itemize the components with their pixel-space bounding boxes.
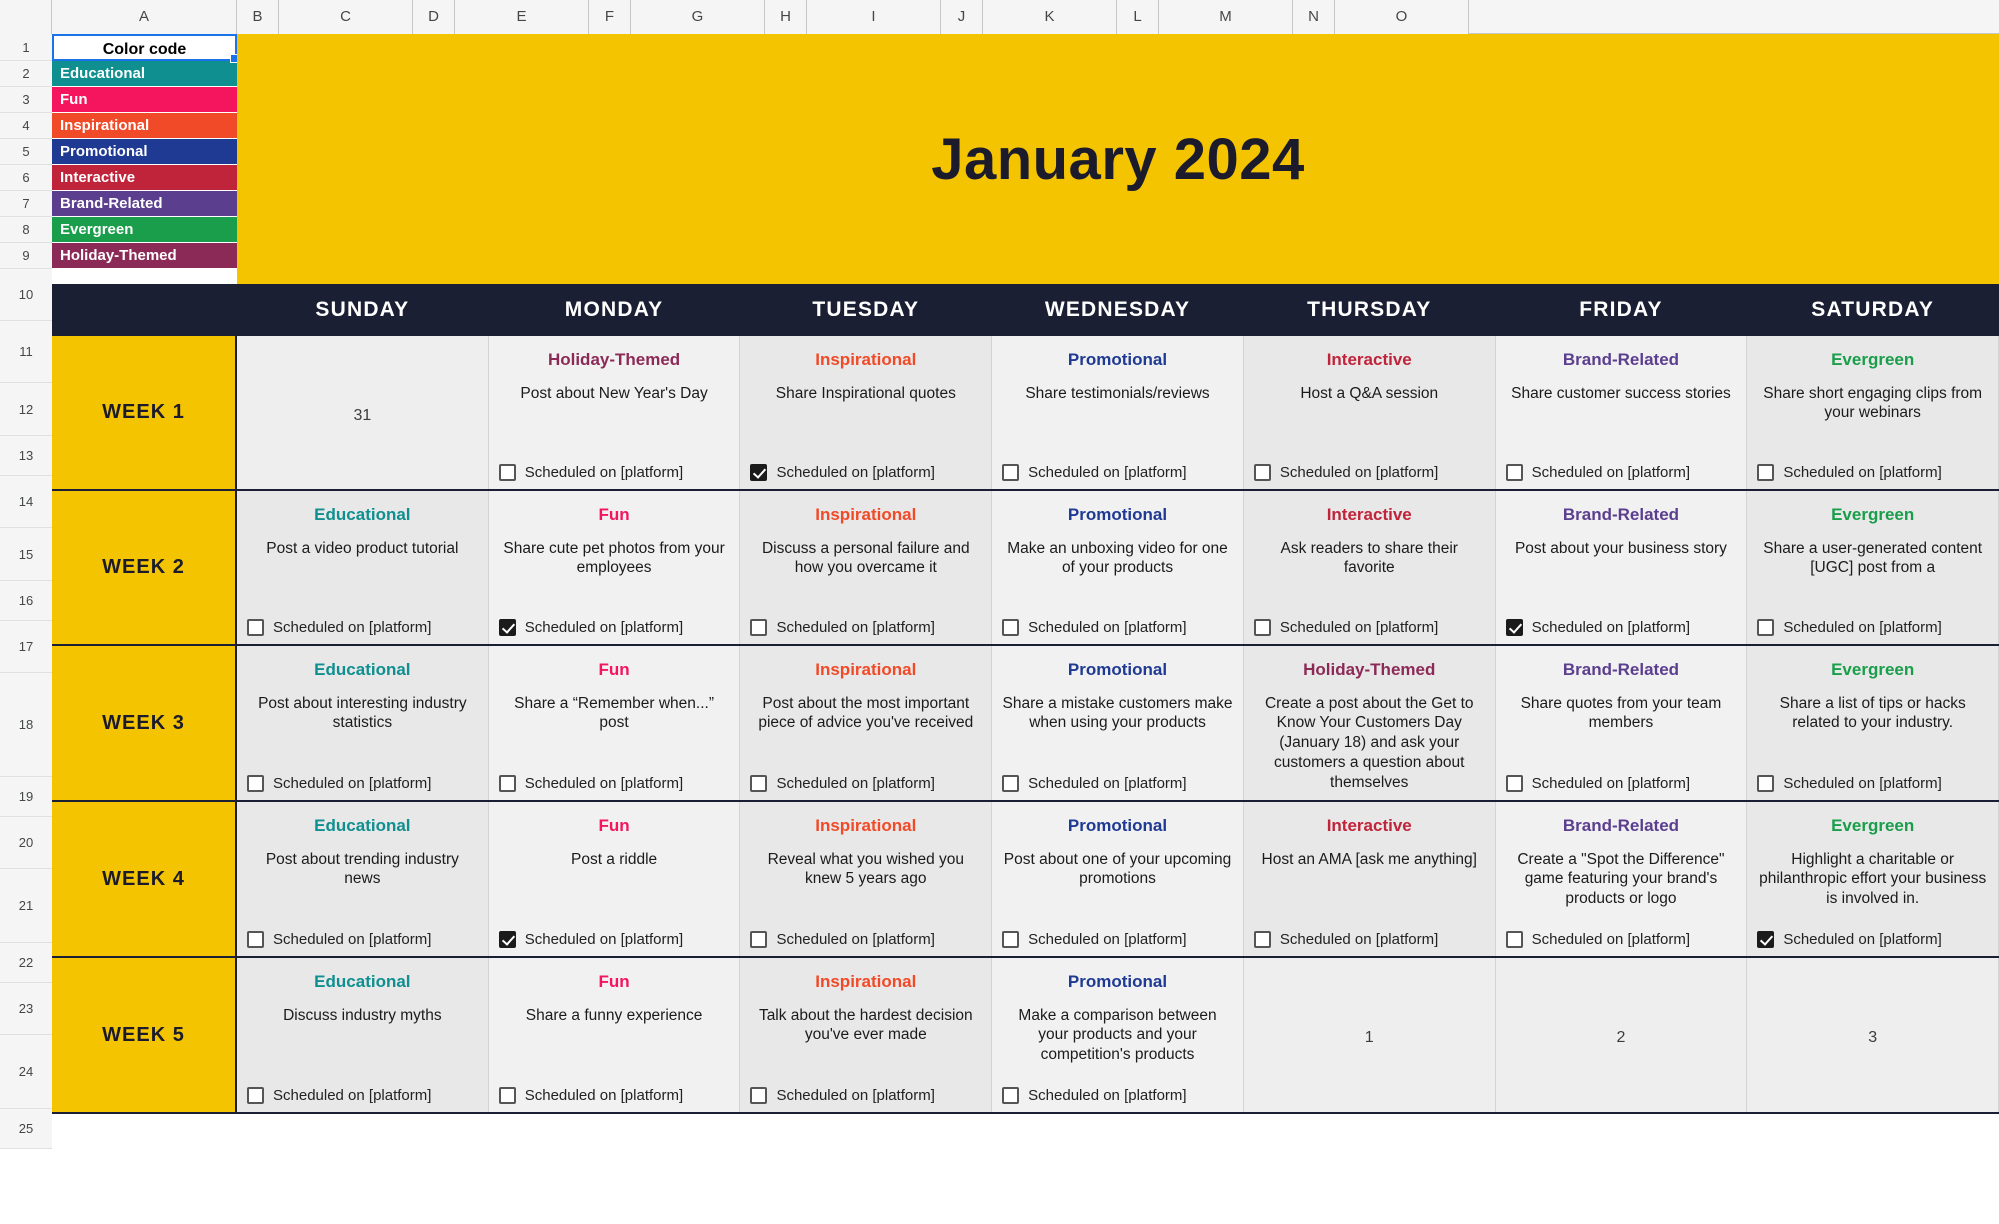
post-category-label: Promotional <box>1067 816 1168 835</box>
post-category-label: Interactive <box>1326 505 1412 524</box>
scheduled-checkbox[interactable] <box>1506 775 1523 792</box>
scheduled-label: Scheduled on [platform] <box>1279 464 1439 481</box>
scheduled-checkbox[interactable] <box>499 775 516 792</box>
calendar-day-cell[interactable] <box>740 802 992 956</box>
row-header-17[interactable]: 17 <box>0 621 52 673</box>
calendar-day-cell[interactable] <box>1496 491 1748 644</box>
row-header-4[interactable]: 4 <box>0 113 52 139</box>
legend-item-fun[interactable]: Fun <box>52 87 237 113</box>
color-code-legend <box>52 34 237 269</box>
column-header-b[interactable]: B <box>237 0 279 34</box>
post-description: Discuss industry myths <box>283 1006 442 1024</box>
legend-item-holiday-themed[interactable]: Holiday-Themed <box>52 243 237 269</box>
scheduled-label: Scheduled on [platform] <box>776 931 935 948</box>
post-category-label: Fun <box>598 972 630 991</box>
post-description: Share quotes from your team members <box>1520 694 1722 732</box>
column-header-l[interactable]: L <box>1117 0 1159 34</box>
post-category-label: Holiday-Themed <box>547 350 681 369</box>
row-header-22[interactable]: 22 <box>0 943 52 983</box>
post-description: Share a user-generated content [UGC] post from a <box>1763 539 1983 577</box>
post-category-label: Fun <box>598 816 630 835</box>
post-description: Ask readers to share their favorite <box>1280 539 1458 577</box>
calendar-day-cell[interactable] <box>489 491 741 644</box>
column-header-a[interactable]: A <box>52 0 237 34</box>
scheduled-label: Scheduled on [platform] <box>1783 775 1942 792</box>
scheduled-checkbox[interactable] <box>1002 464 1019 481</box>
scheduled-label: Scheduled on [platform] <box>1279 619 1439 636</box>
column-header-m[interactable]: M <box>1159 0 1293 34</box>
post-category-label: Brand-Related <box>1562 816 1680 835</box>
calendar-day-cell[interactable] <box>237 802 489 956</box>
scheduled-label: Scheduled on [platform] <box>1531 775 1691 792</box>
column-header-d[interactable]: D <box>413 0 455 34</box>
weekday-friday: FRIDAY <box>1496 284 1748 336</box>
scheduled-row <box>1002 931 1233 948</box>
post-category-label: Evergreen <box>1831 350 1915 369</box>
post-description: Share short engaging clips from your webinars <box>1763 384 1983 422</box>
post-description: Make a comparison between your products and your competition's products <box>1018 1006 1217 1064</box>
calendar-day-cell[interactable] <box>1244 802 1496 956</box>
calendar-day-cell[interactable] <box>1747 491 1999 644</box>
column-header-i[interactable]: I <box>807 0 941 34</box>
scheduled-checkbox[interactable] <box>1254 464 1271 481</box>
scheduled-checkbox[interactable] <box>1757 775 1774 792</box>
calendar-day-cell[interactable] <box>992 336 1244 489</box>
scheduled-row <box>247 1087 478 1104</box>
calendar-day-cell[interactable] <box>237 646 489 800</box>
scheduled-row <box>1002 464 1233 481</box>
scheduled-label: Scheduled on [platform] <box>273 619 432 636</box>
post-description: Post about New Year's Day <box>520 384 708 402</box>
month-title-banner <box>237 34 1999 284</box>
row-header-6[interactable]: 6 <box>0 165 52 191</box>
calendar-day-cell[interactable] <box>740 646 992 800</box>
calendar-day-cell[interactable] <box>1496 646 1748 800</box>
row-header-column[interactable] <box>0 34 52 1149</box>
post-category-label: Inspirational <box>815 972 917 991</box>
legend-item-interactive[interactable]: Interactive <box>52 165 237 191</box>
scheduled-checkbox[interactable] <box>499 931 516 948</box>
scheduled-checkbox[interactable] <box>1506 619 1523 636</box>
week-label: WEEK 1 <box>52 336 237 489</box>
week-label: WEEK 3 <box>52 646 237 800</box>
day-number: 2 <box>1616 1029 1626 1046</box>
scheduled-label: Scheduled on [platform] <box>1028 931 1187 948</box>
scheduled-checkbox[interactable] <box>1002 1087 1019 1104</box>
post-description: Share a mistake customers make when using your products <box>1002 694 1233 732</box>
row-header-20[interactable]: 20 <box>0 817 52 869</box>
scheduled-checkbox[interactable] <box>499 1087 516 1104</box>
post-description: Share a funny experience <box>525 1006 703 1024</box>
post-description: Discuss a personal failure and how you overcame it <box>761 539 970 577</box>
column-header-f[interactable]: F <box>589 0 631 34</box>
calendar-day-cell[interactable] <box>1747 802 1999 956</box>
scheduled-checkbox[interactable] <box>499 619 516 636</box>
row-header-13[interactable]: 13 <box>0 436 52 476</box>
calendar-day-cell[interactable] <box>1747 646 1999 800</box>
post-category-label: Brand-Related <box>1562 350 1680 369</box>
post-description: Highlight a charitable or philanthropic effort your business is involved in. <box>1759 850 1987 908</box>
scheduled-row <box>1002 619 1233 636</box>
post-description: Create a "Spot the Difference" game featuring your brand's products or logo <box>1517 850 1725 908</box>
scheduled-label: Scheduled on [platform] <box>524 619 684 636</box>
scheduled-row <box>1254 931 1485 948</box>
row-header-1[interactable]: 1 <box>0 34 52 61</box>
scheduled-checkbox[interactable] <box>1506 931 1523 948</box>
column-header-e[interactable]: E <box>455 0 589 34</box>
week-row <box>52 491 1999 646</box>
post-description: Post about interesting industry statistics <box>258 694 467 732</box>
post-description: Post a riddle <box>570 850 658 868</box>
scheduled-label: Scheduled on [platform] <box>1783 464 1942 481</box>
scheduled-row <box>1757 464 1988 481</box>
row-header-10[interactable]: 10 <box>0 269 52 321</box>
post-category-label: Inspirational <box>815 350 917 369</box>
scheduled-checkbox[interactable] <box>1757 464 1774 481</box>
post-description: Share a list of tips or hacks related to your industry. <box>1779 694 1966 732</box>
scheduled-row <box>750 1087 981 1104</box>
post-category-label: Interactive <box>1326 350 1412 369</box>
scheduled-label: Scheduled on [platform] <box>776 1087 935 1104</box>
weekday-saturday: SATURDAY <box>1747 284 1999 336</box>
scheduled-checkbox[interactable] <box>247 619 264 636</box>
scheduled-checkbox[interactable] <box>750 619 767 636</box>
post-category-label: Promotional <box>1067 350 1168 369</box>
scheduled-label: Scheduled on [platform] <box>273 775 432 792</box>
row-header-15[interactable]: 15 <box>0 528 52 581</box>
row-header-7[interactable]: 7 <box>0 191 52 217</box>
scheduled-label: Scheduled on [platform] <box>273 1087 432 1104</box>
scheduled-label: Scheduled on [platform] <box>776 619 935 636</box>
calendar-day-cell[interactable] <box>740 336 992 489</box>
scheduled-checkbox[interactable] <box>750 775 767 792</box>
scheduled-row <box>499 931 730 948</box>
scheduled-row <box>1506 931 1737 948</box>
scheduled-row <box>499 1087 730 1104</box>
post-category-label: Educational <box>314 660 411 679</box>
calendar-day-cell[interactable] <box>237 336 489 489</box>
calendar-day-cell[interactable] <box>740 958 992 1112</box>
day-number: 3 <box>1868 1029 1878 1046</box>
scheduled-label: Scheduled on [platform] <box>1028 619 1187 636</box>
legend-title[interactable]: Color code <box>52 34 237 61</box>
weekday-tuesday: TUESDAY <box>740 284 992 336</box>
scheduled-label: Scheduled on [platform] <box>524 775 684 792</box>
calendar-day-cell[interactable] <box>1747 336 1999 489</box>
scheduled-row <box>499 619 730 636</box>
row-header-2[interactable]: 2 <box>0 61 52 87</box>
post-category-label: Evergreen <box>1831 816 1915 835</box>
post-category-label: Educational <box>314 816 411 835</box>
calendar-day-cell[interactable] <box>992 958 1244 1112</box>
row-header-19[interactable]: 19 <box>0 777 52 817</box>
week-row <box>52 958 1999 1114</box>
scheduled-checkbox[interactable] <box>1506 464 1523 481</box>
weekday-thursday: THURSDAY <box>1244 284 1496 336</box>
post-description: Talk about the hardest decision you've ever made <box>758 1006 973 1044</box>
post-category-label: Inspirational <box>815 660 917 679</box>
scheduled-row <box>1757 931 1988 948</box>
scheduled-label: Scheduled on [platform] <box>1279 931 1439 948</box>
scheduled-label: Scheduled on [platform] <box>1531 619 1691 636</box>
calendar-day-cell[interactable] <box>992 646 1244 800</box>
scheduled-row <box>1002 775 1233 792</box>
row-header-8[interactable]: 8 <box>0 217 52 243</box>
calendar-day-cell[interactable] <box>489 646 741 800</box>
scheduled-label: Scheduled on [platform] <box>273 931 432 948</box>
scheduled-checkbox[interactable] <box>750 931 767 948</box>
scheduled-checkbox[interactable] <box>247 775 264 792</box>
column-header-n[interactable]: N <box>1293 0 1335 34</box>
row-header-23[interactable]: 23 <box>0 983 52 1035</box>
weekday-header-corner <box>52 284 237 336</box>
post-description: Share cute pet photos from your employees <box>503 539 725 577</box>
week-label: WEEK 4 <box>52 802 237 956</box>
row-header-14[interactable]: 14 <box>0 476 52 528</box>
scheduled-label: Scheduled on [platform] <box>524 1087 684 1104</box>
legend-item-inspirational[interactable]: Inspirational <box>52 113 237 139</box>
scheduled-row <box>1757 619 1988 636</box>
week-row <box>52 802 1999 958</box>
calendar-day-cell[interactable] <box>489 802 741 956</box>
column-header-g[interactable]: G <box>631 0 765 34</box>
scheduled-checkbox[interactable] <box>247 1087 264 1104</box>
post-category-label: Educational <box>314 505 411 524</box>
scheduled-checkbox[interactable] <box>750 1087 767 1104</box>
calendar-day-cell[interactable] <box>1244 336 1496 489</box>
post-description: Host an AMA [ask me anything] <box>1261 850 1477 868</box>
scheduled-label: Scheduled on [platform] <box>1028 775 1187 792</box>
scheduled-label: Scheduled on [platform] <box>1783 619 1942 636</box>
calendar-day-cell[interactable] <box>1244 646 1496 800</box>
calendar-day-cell[interactable] <box>1496 958 1748 1112</box>
post-description: Create a post about the Get to Know Your Customers Day (January 18) and ask your customers a question about themselves <box>1264 694 1474 791</box>
column-header-row[interactable] <box>0 0 1999 34</box>
scheduled-label: Scheduled on [platform] <box>1531 464 1691 481</box>
week-row <box>52 336 1999 491</box>
column-header-h[interactable]: H <box>765 0 807 34</box>
row-header-21[interactable]: 21 <box>0 869 52 943</box>
scheduled-checkbox[interactable] <box>1002 619 1019 636</box>
post-description: Share testimonials/reviews <box>1025 384 1210 402</box>
row-header-5[interactable]: 5 <box>0 139 52 165</box>
post-description: Post about your business story <box>1514 539 1727 557</box>
calendar-day-cell[interactable] <box>1747 958 1999 1112</box>
scheduled-row <box>499 464 730 481</box>
scheduled-checkbox[interactable] <box>1254 619 1271 636</box>
scheduled-row <box>750 619 981 636</box>
calendar-day-cell[interactable] <box>489 958 741 1112</box>
calendar-day-cell[interactable] <box>1496 802 1748 956</box>
scheduled-label: Scheduled on [platform] <box>1028 1087 1187 1104</box>
weekday-monday: MONDAY <box>489 284 741 336</box>
post-category-label: Evergreen <box>1831 505 1915 524</box>
page-title: January 2024 <box>931 126 1305 192</box>
scheduled-label: Scheduled on [platform] <box>776 775 935 792</box>
weekday-sunday: SUNDAY <box>237 284 489 336</box>
post-description: Post about the most important piece of advice you've received <box>758 694 974 732</box>
calendar-day-cell[interactable] <box>237 958 489 1112</box>
row-header-3[interactable]: 3 <box>0 87 52 113</box>
legend-item-evergreen[interactable]: Evergreen <box>52 217 237 243</box>
row-header-11[interactable]: 11 <box>0 321 52 383</box>
calendar-day-cell[interactable] <box>740 491 992 644</box>
row-header-12[interactable]: 12 <box>0 383 52 436</box>
legend-item-educational[interactable]: Educational <box>52 61 237 87</box>
week-label: WEEK 5 <box>52 958 237 1112</box>
calendar-day-cell[interactable] <box>1244 958 1496 1112</box>
scheduled-row <box>247 931 478 948</box>
column-header-o[interactable]: O <box>1335 0 1469 34</box>
scheduled-checkbox[interactable] <box>1757 619 1774 636</box>
scheduled-label: Scheduled on [platform] <box>524 931 684 948</box>
legend-item-brand-related[interactable]: Brand-Related <box>52 191 237 217</box>
post-category-label: Interactive <box>1326 816 1412 835</box>
post-category-label: Educational <box>314 972 411 991</box>
scheduled-checkbox[interactable] <box>499 464 516 481</box>
row-header-24[interactable]: 24 <box>0 1035 52 1109</box>
scheduled-checkbox[interactable] <box>1254 931 1271 948</box>
post-category-label: Inspirational <box>815 505 917 524</box>
row-header-25[interactable]: 25 <box>0 1109 52 1149</box>
column-header-k[interactable]: K <box>983 0 1117 34</box>
scheduled-row <box>1002 1087 1233 1104</box>
scheduled-row <box>1506 464 1737 481</box>
post-description: Post about one of your upcoming promotions <box>1003 850 1232 888</box>
scheduled-row <box>247 619 478 636</box>
post-description: Reveal what you wished you knew 5 years ago <box>767 850 965 888</box>
calendar-day-cell[interactable] <box>237 491 489 644</box>
calendar-day-cell[interactable] <box>1496 336 1748 489</box>
scheduled-row <box>1506 775 1737 792</box>
scheduled-checkbox[interactable] <box>1002 931 1019 948</box>
scheduled-row <box>1506 619 1737 636</box>
row-header-9[interactable]: 9 <box>0 243 52 269</box>
post-description: Post a video product tutorial <box>266 539 459 557</box>
column-header-c[interactable]: C <box>279 0 413 34</box>
scheduled-row <box>247 775 478 792</box>
calendar-day-cell[interactable] <box>992 491 1244 644</box>
grid-body <box>52 34 1999 1224</box>
column-header-j[interactable]: J <box>941 0 983 34</box>
week-label: WEEK 2 <box>52 491 237 644</box>
scheduled-row <box>750 931 981 948</box>
post-category-label: Promotional <box>1067 972 1168 991</box>
calendar-day-cell[interactable] <box>489 336 741 489</box>
calendar-day-cell[interactable] <box>992 802 1244 956</box>
scheduled-checkbox[interactable] <box>247 931 264 948</box>
post-description: Share Inspirational quotes <box>775 384 956 402</box>
scheduled-row <box>750 775 981 792</box>
post-category-label: Promotional <box>1067 660 1168 679</box>
post-description: Share a “Remember when...” post <box>514 694 714 732</box>
select-all-corner[interactable] <box>0 0 52 34</box>
scheduled-row <box>1757 775 1988 792</box>
weekday-header-row <box>52 284 1999 336</box>
scheduled-label: Scheduled on [platform] <box>776 464 935 481</box>
scheduled-label: Scheduled on [platform] <box>1028 464 1187 481</box>
post-category-label: Fun <box>598 505 630 524</box>
calendar-day-cell[interactable] <box>1244 491 1496 644</box>
scheduled-row <box>750 464 981 481</box>
post-category-label: Brand-Related <box>1562 505 1680 524</box>
row-header-16[interactable]: 16 <box>0 581 52 621</box>
scheduled-label: Scheduled on [platform] <box>1531 931 1691 948</box>
post-description: Post about trending industry news <box>265 850 459 888</box>
scheduled-row <box>1254 464 1485 481</box>
day-number: 1 <box>1364 1029 1374 1046</box>
post-description: Share customer success stories <box>1511 384 1731 402</box>
post-category-label: Fun <box>598 660 630 679</box>
scheduled-checkbox[interactable] <box>1757 931 1774 948</box>
weekday-wednesday: WEDNESDAY <box>992 284 1244 336</box>
post-category-label: Promotional <box>1067 505 1168 524</box>
scheduled-label: Scheduled on [platform] <box>1783 931 1942 948</box>
post-category-label: Inspirational <box>815 816 917 835</box>
day-number: 31 <box>353 406 372 424</box>
scheduled-row <box>1254 619 1485 636</box>
post-category-label: Holiday-Themed <box>1303 660 1436 679</box>
scheduled-checkbox[interactable] <box>1002 775 1019 792</box>
post-category-label: Brand-Related <box>1562 660 1680 679</box>
scheduled-label: Scheduled on [platform] <box>524 464 684 481</box>
week-row <box>52 646 1999 802</box>
post-description: Make an unboxing video for one of your products <box>1007 539 1228 577</box>
legend-item-promotional[interactable]: Promotional <box>52 139 237 165</box>
row-header-18[interactable]: 18 <box>0 673 52 777</box>
scheduled-row <box>499 775 730 792</box>
post-description: Host a Q&A session <box>1300 384 1439 402</box>
post-category-label: Evergreen <box>1831 660 1915 679</box>
scheduled-checkbox[interactable] <box>750 464 767 481</box>
